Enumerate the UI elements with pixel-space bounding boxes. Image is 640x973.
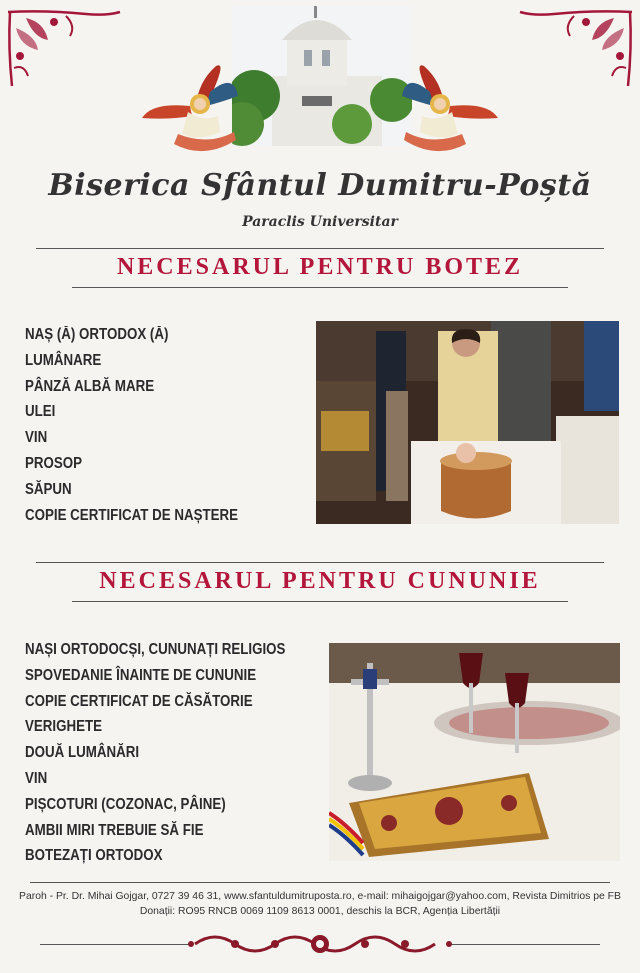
divider (36, 562, 604, 563)
list-item: PIȘCOTURI (COZONAC, PÂINE) (25, 795, 226, 813)
divider (72, 287, 568, 288)
angel-icon-right (392, 62, 502, 160)
list-item: AMBII MIRI TREBUIE SĂ FIE (25, 821, 204, 839)
divider (40, 944, 190, 945)
footer-donations: Donații: RO95 RNCB 0069 1109 8613 0001, deschis la BCR, Agenția Libertății (139, 906, 501, 917)
section-heading-cununie: NECESARUL PENTRU CUNUNIE (99, 568, 541, 594)
list-item: COPIE CERTIFICAT DE CĂSĂTORIE (25, 692, 253, 710)
baptism-photo (316, 321, 619, 524)
divider (450, 944, 600, 945)
cununie-list (25, 637, 285, 869)
church-title: Biserica Sfântul Dumitru-Poștă (48, 168, 592, 203)
list-item: PÂNZĂ ALBĂ MARE (25, 377, 155, 395)
list-item: ULEI (25, 403, 56, 421)
list-item: LUMÂNARE (25, 351, 102, 369)
botez-list (25, 322, 238, 528)
divider (36, 248, 604, 249)
church-photo (232, 6, 412, 146)
footer-ornament (185, 927, 455, 961)
corner-ornament-right (514, 8, 634, 88)
footer-contact: Paroh - Pr. Dr. Mihai Gojgar, 0727 39 46 31, www.sfantuldumitruposta.ro, e-mail: mihaigojgar@yahoo.com, Revista Dimitrios pe FB (19, 891, 621, 902)
list-item: PROSOP (25, 454, 83, 472)
list-item: SĂPUN (25, 480, 72, 498)
list-item: NAȘ (Ă) ORTODOX (Ă) (25, 326, 169, 343)
church-subtitle: Paraclis Universitar (242, 214, 398, 230)
list-item: NAȘI ORTODOCȘI, CUNUNAȚI RELIGIOS (25, 641, 286, 658)
list-item: DOUĂ LUMÂNĂRI (25, 744, 140, 762)
section-heading-botez: NECESARUL PENTRU BOTEZ (116, 254, 524, 280)
angel-icon-left (138, 62, 248, 160)
list-item: BOTEZAȚI ORTODOX (25, 847, 163, 865)
list-item: VIN (25, 769, 48, 787)
corner-ornament-left (6, 8, 126, 88)
divider (30, 882, 610, 883)
list-item: SPOVEDANIE ÎNAINTE DE CUNUNIE (25, 666, 257, 684)
list-item: VIN (25, 429, 48, 447)
divider (72, 601, 568, 602)
wedding-photo (329, 643, 620, 861)
list-item: VERIGHETE (25, 718, 103, 736)
list-item: COPIE CERTIFICAT DE NAȘTERE (25, 506, 239, 524)
